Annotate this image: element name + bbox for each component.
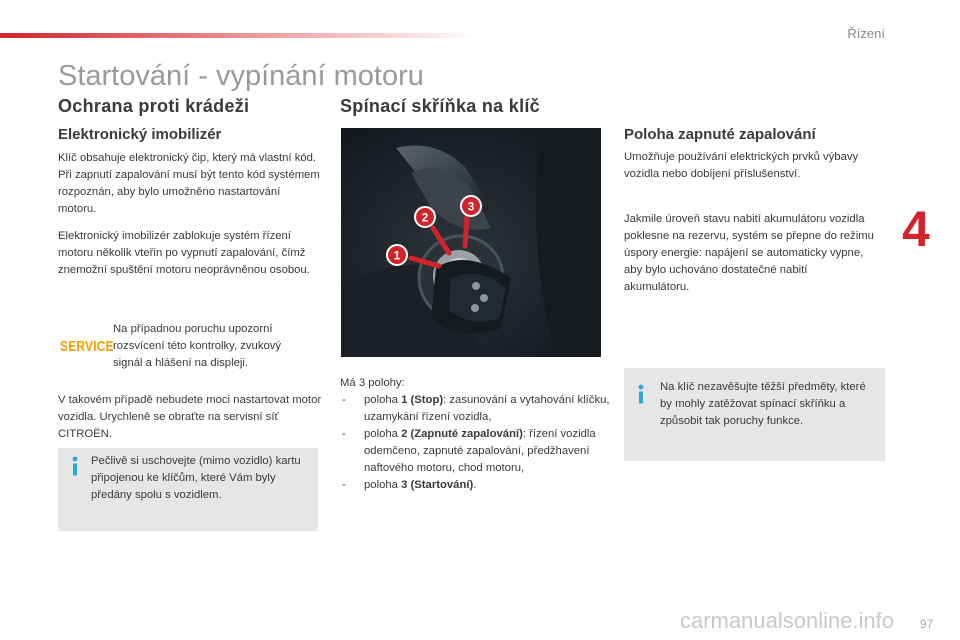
info-icon [70, 456, 80, 476]
info-box-left [58, 448, 318, 531]
callout-1: 1 [393, 248, 401, 263]
callout-3: 3 [467, 199, 475, 214]
positions-intro: Má 3 polohy: [340, 377, 405, 389]
left-para-1: Klíč obsahuje elektronický čip, který má vlastní kód. Při zapnutí zapalování musí být tento kód systémem rozpoznán, aby bylo umožněno nastartování motoru. [58, 152, 320, 215]
right-para-2: Jakmile úroveň stavu nabití akumulátoru vozidla poklesne na rezervu, systém se přepne do režimu úspory energie: napájení se automaticky vypne, aby bylo uchováno dostatečné nabití akumulátoru. [624, 213, 874, 293]
chapter-number: 4 [902, 201, 930, 257]
left-para-3: V takovém případě nebudete moci nastartovat motor vozidla. Urychleně se obraťte na servisní síť CITROËN. [58, 394, 322, 440]
top-accent-bar [0, 33, 480, 38]
positions-list [340, 375, 610, 494]
left-heading: Ochrana proti krádeži [58, 96, 250, 116]
callout-2: 2 [421, 210, 429, 225]
list-item: - poloha 1 (Stop): zasunování a vytahování klíčku, uzamykání řízení vozidla, [342, 394, 610, 423]
position-1-label: 1 (Stop) [401, 394, 444, 406]
list-item: - poloha 2 (Zapnuté zapalování): řízení vozidla odemčeno, zapnuté zapalování, předžhavení naftového motoru, chod motoru, [342, 428, 596, 474]
right-heading: Poloha zapnuté zapalování [624, 126, 816, 143]
position-2-label: 2 (Zapnuté zapalování) [401, 428, 523, 440]
info-text-right: Na klíč nezavěšujte těžší předměty, které by mohly zatěžovat spínací skříňku a způsobit tak poruchy funkce. [660, 381, 866, 427]
page-number: 97 [920, 617, 934, 631]
section-label: Řízení [847, 26, 885, 41]
left-subheading: Elektronický imobilizér [58, 126, 222, 143]
info-text-left: Pečlivě si uschovejte (mimo vozidlo) kartu připojenou ke klíčům, které Vám byly předány spolu s vozidlem. [91, 455, 301, 501]
page-title: Startování - vypínání motoru [58, 60, 424, 92]
right-para-1: Umožňuje používání elektrických prvků výbavy vozidla nebo dobíjení příslušenství. [624, 151, 859, 180]
left-para-2: Elektronický imobilizér zablokuje systém řízení motoru několik vteřin po vypnutí zapalování, čímž znemožní spuštění motoru neoprávněnou osobou. [58, 230, 310, 276]
watermark: carmanualsonline.info [680, 608, 895, 633]
ignition-switch-photo [341, 128, 601, 357]
middle-heading: Spínací skříňka na klíč [340, 96, 540, 116]
service-warning-icon: SERVICE [60, 338, 114, 355]
info-icon [636, 384, 646, 404]
service-text: Na případnou poruchu upozorní rozsvícení této kontrolky, zvukový signál a hlášení na displeji. [113, 323, 282, 369]
info-box-right [624, 368, 885, 461]
list-item: - poloha 3 (Startování). [342, 479, 477, 491]
position-3-label: 3 (Startování) [401, 479, 474, 491]
